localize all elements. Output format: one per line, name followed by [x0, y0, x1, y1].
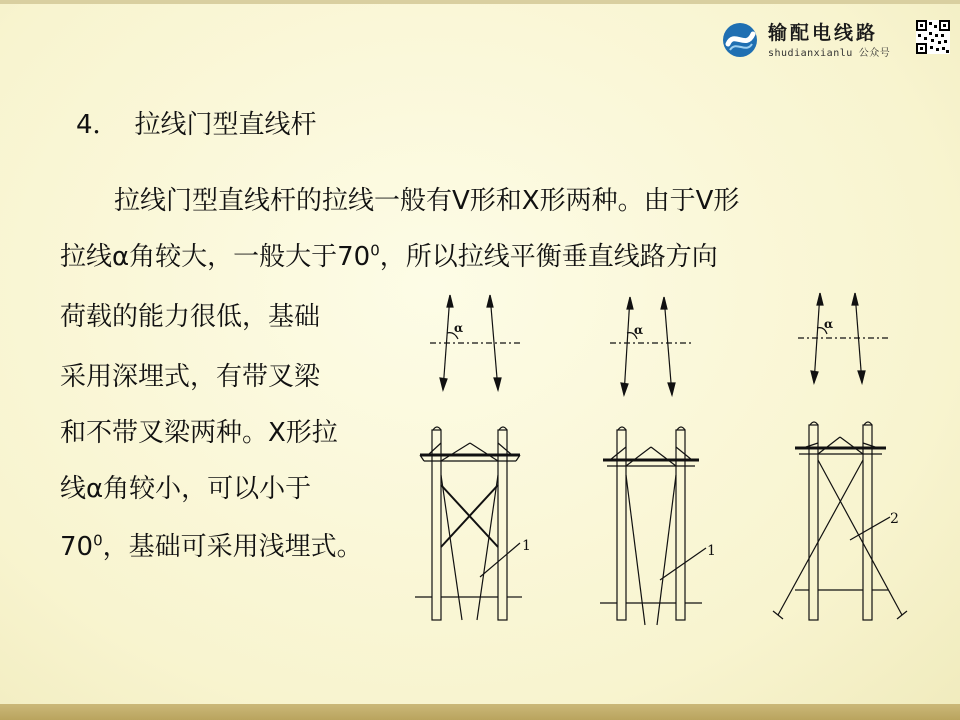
body-line-3: 荷载的能力很低，基础: [60, 302, 321, 332]
pole-structure-3: [773, 422, 907, 620]
section-title: 拉线门型直线杆: [134, 110, 317, 140]
alpha-label-2: α: [634, 323, 644, 337]
body-line-5: 和不带叉梁两种。X形拉: [60, 418, 338, 448]
qr-code-icon: [916, 20, 950, 54]
brand-header: [720, 18, 952, 64]
pole-structure-1: [415, 427, 522, 620]
brand-name: 输配电线路: [768, 22, 879, 44]
superscript-degree: 0: [93, 531, 103, 550]
body-line-2: 拉线α角较大，一般大于$70^0$，所以拉线平衡垂直线路方向: [60, 241, 718, 272]
pole-diagrams: [410, 285, 920, 630]
body-line-1: 拉线门型直线杆的拉线一般有V形和X形两种。由于V形: [114, 186, 740, 216]
alpha-label-3: α: [824, 317, 834, 331]
angle-diagram-2: [610, 297, 692, 395]
section-heading: [76, 104, 317, 141]
body-line-7: $70^0$，基础可采用浅埋式。: [60, 531, 363, 562]
angle-diagram-3: [798, 293, 890, 383]
pole-structure-2: [600, 427, 706, 625]
top-band: [0, 0, 960, 4]
pole-label-2: 1: [707, 543, 716, 559]
pole-label-3: 2: [890, 511, 899, 527]
pole-label-1: 1: [522, 538, 531, 554]
bottom-band: [0, 704, 960, 720]
brand-logo-icon: [720, 20, 764, 60]
section-number: 4．: [76, 110, 119, 140]
body-line-6: 线α角较小，可以小于: [60, 474, 312, 504]
body-line-4: 采用深埋式，有带叉梁: [60, 362, 321, 392]
brand-tag: 公众号: [858, 48, 891, 59]
angle-diagram-1: [430, 295, 520, 390]
alpha-label-1: α: [454, 321, 464, 335]
superscript-degree: 0: [370, 241, 380, 260]
brand-pinyin: shudianxianlu: [768, 48, 853, 59]
h-frame-pole-drawing: [410, 285, 920, 630]
brand-subtitle: [768, 44, 890, 59]
